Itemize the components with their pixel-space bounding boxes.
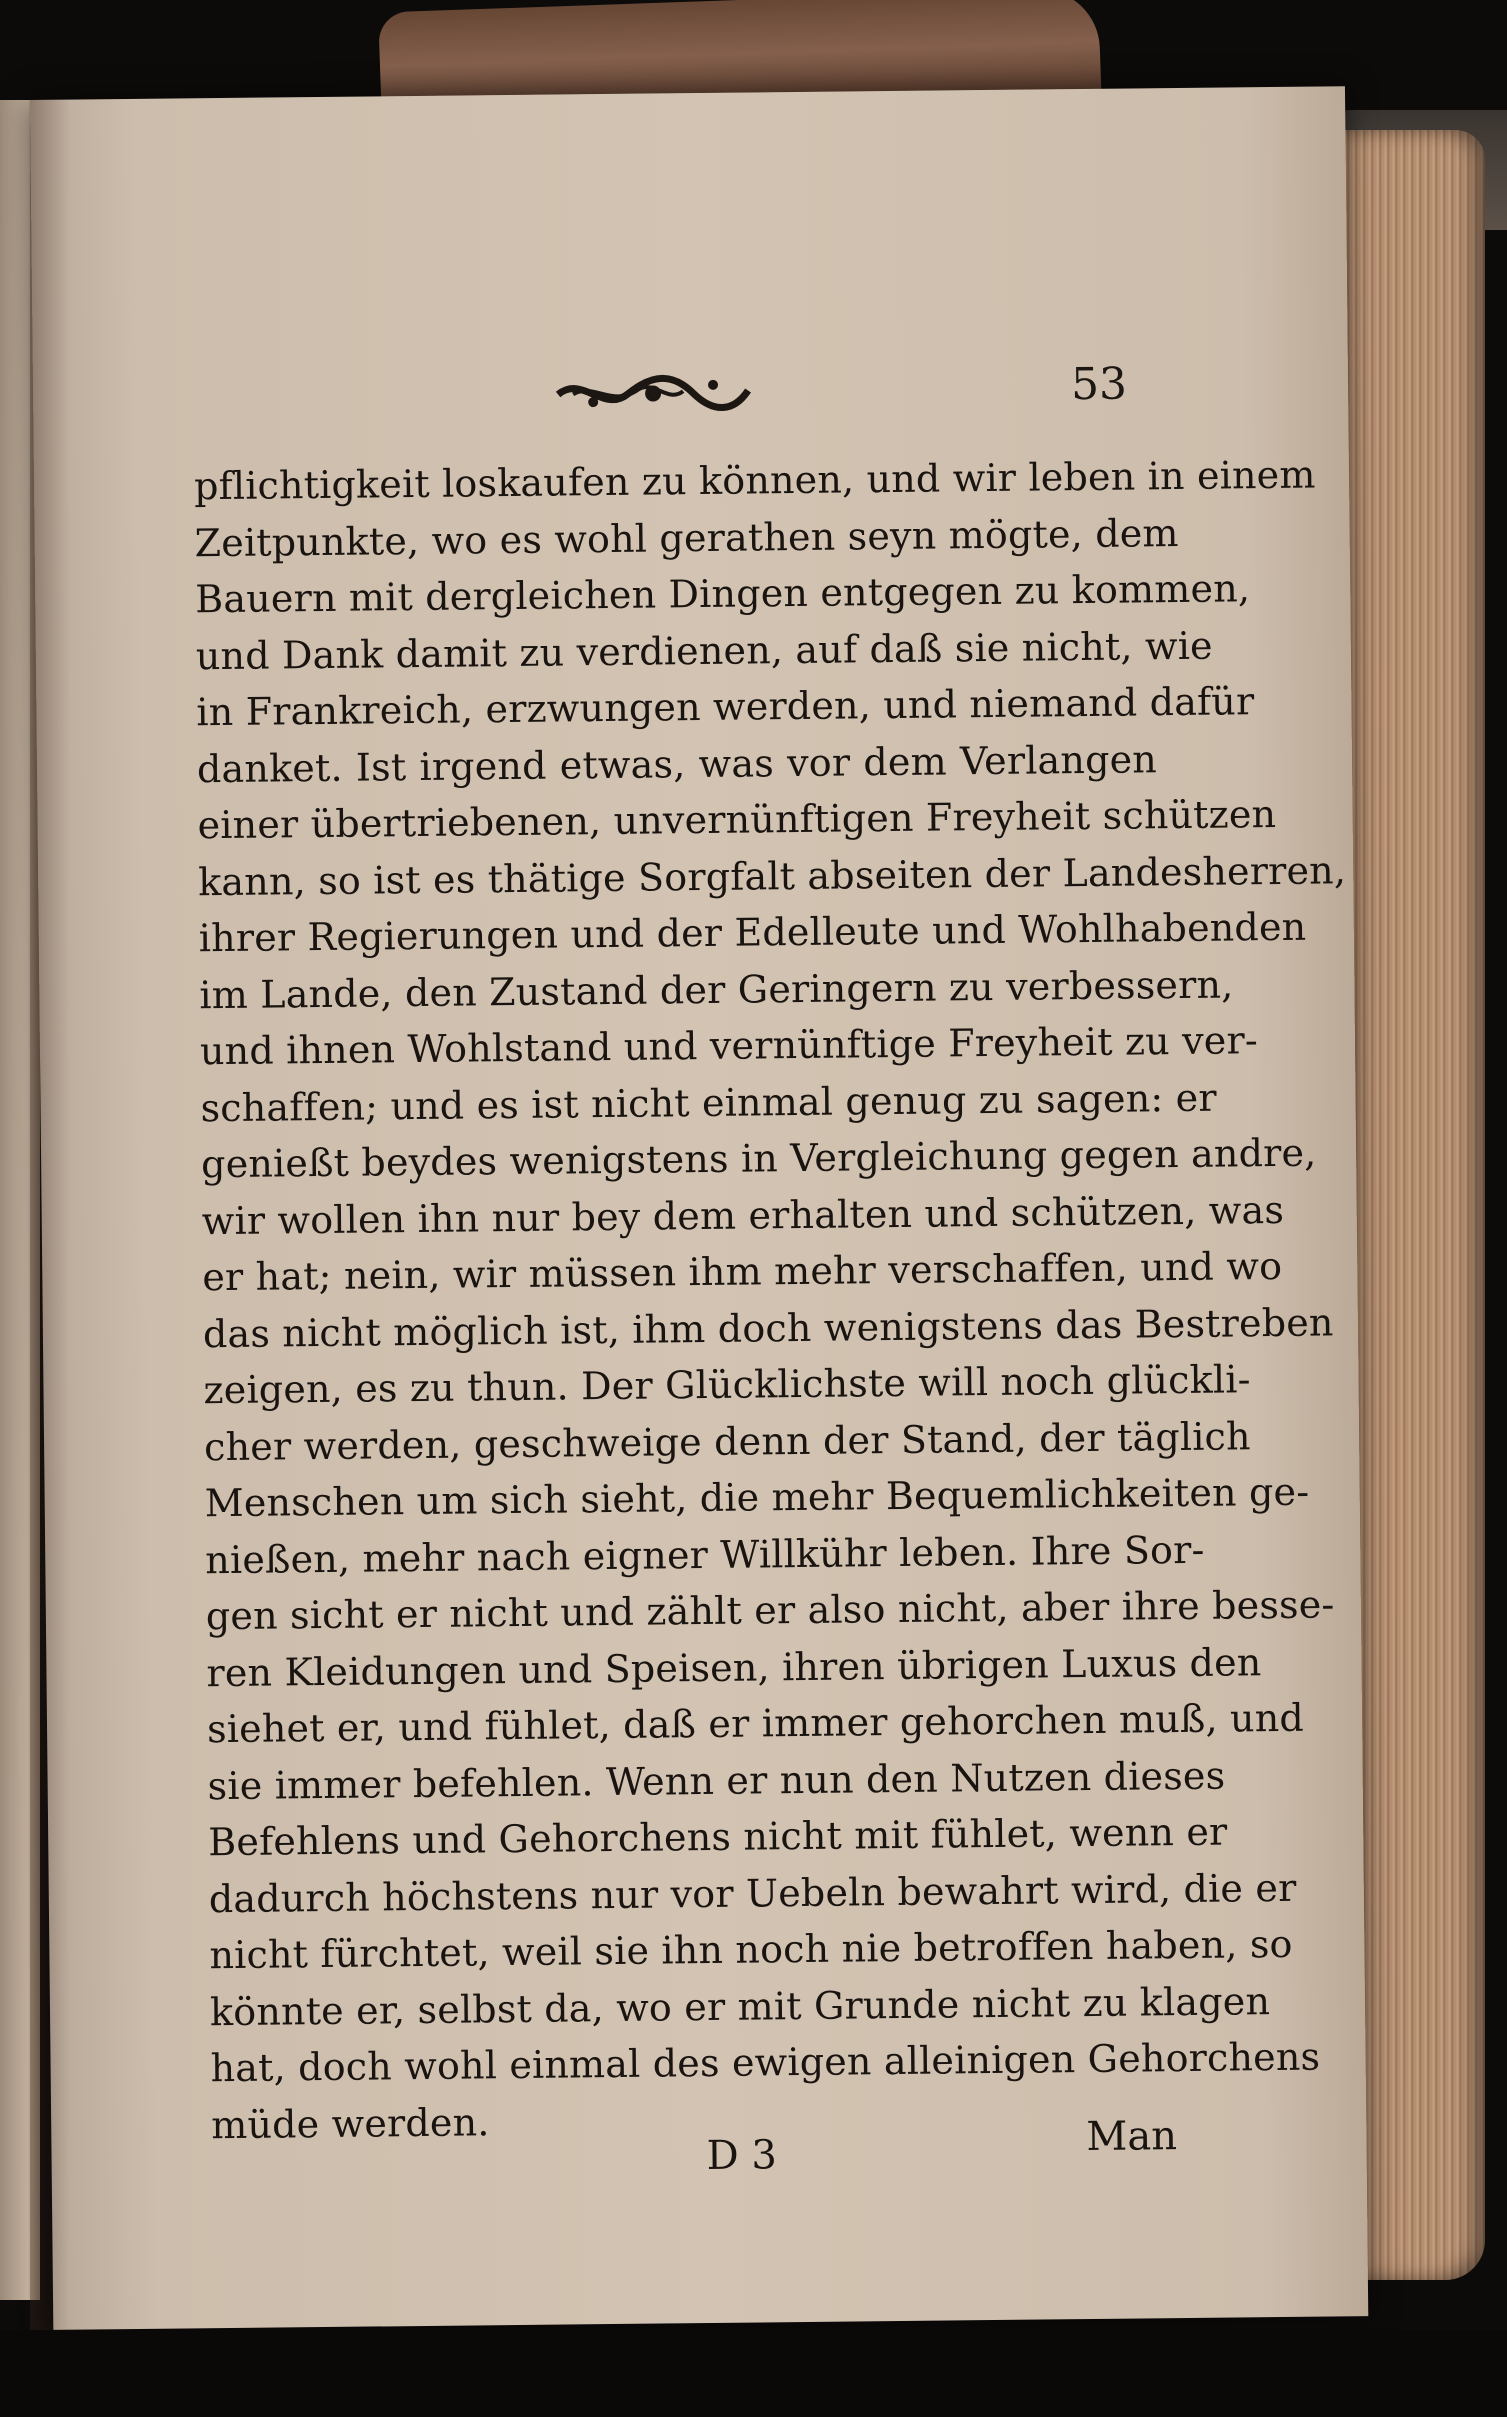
- text-line-last: müde werden.: [210, 2099, 490, 2147]
- text-line: zeigen, es zu thun. Der Glücklichste will noch glückli-: [203, 1357, 1251, 1413]
- text-line: ihrer Regierungen und der Edelleute und Wohlhabenden: [198, 904, 1307, 961]
- text-line: er hat; nein, wir müssen ihm mehr verschaffen, und wo: [202, 1243, 1283, 1300]
- text-line: dadurch höchstens nur vor Uebeln bewahrt wird, die er: [208, 1865, 1297, 1921]
- text-line: kann, so ist es thätige Sorgfalt abseiten der Landesherren,: [197, 847, 1347, 904]
- printer-ornament-icon: [553, 362, 754, 424]
- text-line: wir wollen ihn nur bey dem erhalten und schützen, was: [201, 1187, 1285, 1243]
- signature-mark: D 3: [706, 2132, 778, 2180]
- text-line: cher werden, geschweige denn der Stand, der täglich: [203, 1413, 1251, 1469]
- text-line: danket. Ist irgend etwas, was vor dem Verlangen: [196, 736, 1158, 791]
- text-line: gen sicht er nicht und zählt er also nicht, aber ihre besse-: [205, 1582, 1335, 1639]
- gutter-shadow: [30, 100, 70, 2330]
- text-line: ren Kleidungen und Speisen, ihren übrigen Luxus den: [206, 1639, 1262, 1695]
- text-line: nießen, mehr nach eigner Willkühr leben. Ihre Sor-: [205, 1527, 1205, 1582]
- text-line: schaffen; und es ist nicht einmal genug zu sagen: er: [200, 1075, 1217, 1130]
- text-line: im Lande, den Zustand der Geringern zu verbessern,: [199, 961, 1234, 1017]
- page-number: 53: [1070, 358, 1128, 411]
- text-line: und ihnen Wohlstand und vernünftige Freyheit zu ver-: [199, 1018, 1259, 1074]
- body-text: [193, 448, 1347, 2153]
- text-line: nicht fürchtet, weil sie ihn noch nie betroffen haben, so: [209, 1921, 1293, 1978]
- text-line: in Frankreich, erzwungen werden, und niemand dafür: [196, 679, 1255, 735]
- text-line: Befehlens und Gehorchens nicht mit fühlet, wenn er: [208, 1809, 1228, 1865]
- catchword: Man: [1086, 2113, 1178, 2161]
- text-line: Zeitpunkte, wo es wohl gerathen seyn mögte, dem: [194, 510, 1179, 565]
- text-line: pflichtigkeit loskaufen zu können, und wir leben in einem: [193, 452, 1316, 509]
- text-line: einer übertriebenen, unvernünftigen Freyheit schützen: [197, 791, 1277, 848]
- text-line: könnte er, selbst da, wo er mit Grunde nicht zu klagen: [209, 1978, 1271, 2034]
- text-line: sie immer befehlen. Wenn er nun den Nutzen dieses: [207, 1753, 1226, 1808]
- background-bottom: [0, 2330, 1507, 2417]
- book-page: [30, 86, 1368, 2330]
- text-line: siehet er, und fühlet, daß er immer gehorchen muß, und: [206, 1695, 1305, 1752]
- text-line: das nicht möglich ist, ihm doch wenigstens das Bestreben: [202, 1299, 1334, 1356]
- text-line: Menschen um sich sieht, die mehr Bequemlichkeiten ge-: [204, 1469, 1310, 1526]
- text-line: und Dank damit zu verdienen, auf daß sie nicht, wie: [195, 623, 1213, 678]
- text-line: hat, doch wohl einmal des ewigen alleinigen Gehorchens: [210, 2034, 1321, 2091]
- text-line: genießt beydes wenigstens in Vergleichung gegen andre,: [200, 1130, 1317, 1187]
- text-line: Bauern mit dergleichen Dingen entgegen zu kommen,: [195, 566, 1251, 622]
